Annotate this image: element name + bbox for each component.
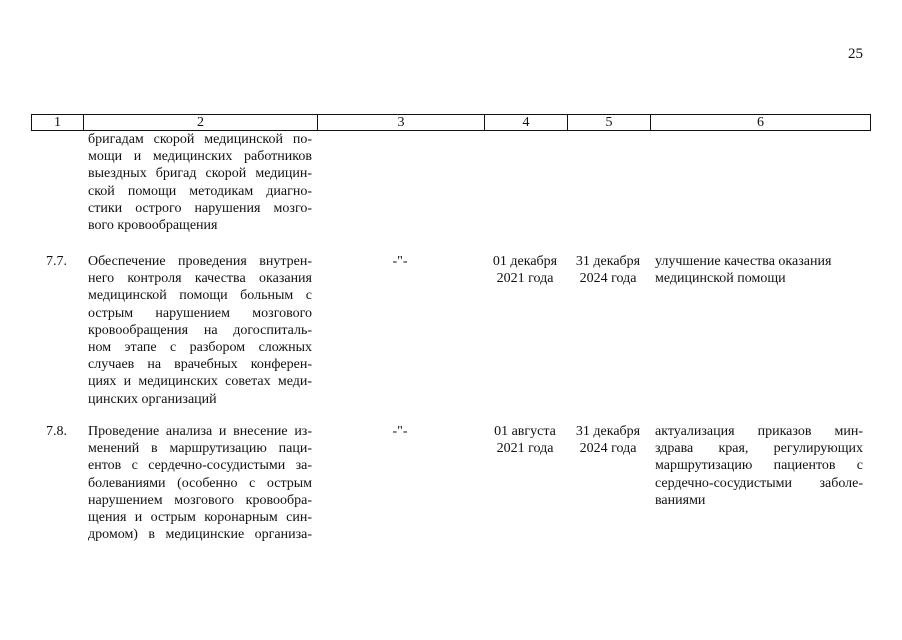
date-line: 31 декабря [575, 424, 641, 439]
end-date [569, 423, 647, 457]
text-line: улучшение качества оказания [655, 254, 832, 269]
text-line: медицинской помощи [655, 271, 786, 287]
measure-description [88, 253, 312, 408]
row-number: 7.8. [46, 424, 67, 439]
text-line: ентов с сердечно-сосудистыми за- [88, 458, 312, 474]
text-line: Проведение анализа и внесение из- [88, 424, 312, 439]
text-line: него контроля качества оказания [88, 271, 312, 287]
text-line: болеваниями (особенно с острым [88, 475, 312, 491]
text-line: стики острого нарушения мозго- [88, 200, 312, 216]
header-col-5: 5 [567, 114, 650, 131]
measure-description [88, 423, 312, 543]
text-line: мощи и медицинских работников [88, 149, 312, 165]
text-line: цинских организаций [88, 391, 217, 407]
date-line: 2024 года [579, 271, 637, 287]
text-line: маршрутизацию пациентов с [655, 458, 863, 474]
text-line: щения и острым коронарным син- [88, 510, 312, 526]
date-line: 2024 года [579, 441, 637, 457]
text-line: вого кровообращения [88, 218, 218, 234]
text-line: циях и медицинских советах меди- [88, 374, 312, 390]
end-date [569, 253, 647, 287]
text-line: бригадам скорой медицинской по- [88, 132, 312, 147]
expected-result [655, 253, 867, 287]
text-line: ской помощи методикам диагно- [88, 183, 312, 199]
text-line: острым нарушением мозгового [88, 305, 312, 321]
executor: -"- [392, 424, 408, 439]
text-line: случаев на врачебных конферен- [88, 357, 312, 373]
date-line: 01 декабря [492, 254, 558, 269]
header-col-3: 3 [317, 114, 484, 131]
start-date [486, 423, 564, 457]
text-line: Обеспечение проведения внутрен- [88, 254, 312, 269]
text-line: актуализация приказов мин- [655, 424, 863, 439]
continuation-text [88, 131, 312, 234]
text-line: дромом) в медицинские организа- [88, 527, 312, 543]
header-col-2: 2 [83, 114, 317, 131]
expected-result [655, 423, 863, 509]
text-line: ваниями [655, 492, 706, 508]
text-line: здрава края, регулирующих [655, 441, 863, 457]
header-col-6: 6 [650, 114, 871, 131]
header-col-4: 4 [484, 114, 567, 131]
date-line: 31 декабря [575, 254, 641, 269]
page-number: 25 [848, 46, 863, 62]
start-date [486, 253, 564, 287]
row-number: 7.7. [46, 254, 67, 269]
text-line: кровообращения на догоспиталь- [88, 322, 312, 338]
date-line: 2021 года [496, 271, 554, 287]
text-line: ном этапе с разбором сложных [88, 340, 312, 356]
text-line: нарушением мозгового кровообра- [88, 492, 312, 508]
text-line: медицинской помощи больным с [88, 288, 312, 304]
executor: -"- [392, 254, 408, 269]
date-line: 01 августа [494, 424, 556, 439]
text-line: выездных бригад скорой медицин- [88, 166, 312, 182]
date-line: 2021 года [496, 441, 554, 457]
header-col-1: 1 [31, 114, 83, 131]
text-line: сердечно-сосудистыми заболе- [655, 475, 863, 491]
text-line: менений в маршрутизацию паци- [88, 441, 312, 457]
